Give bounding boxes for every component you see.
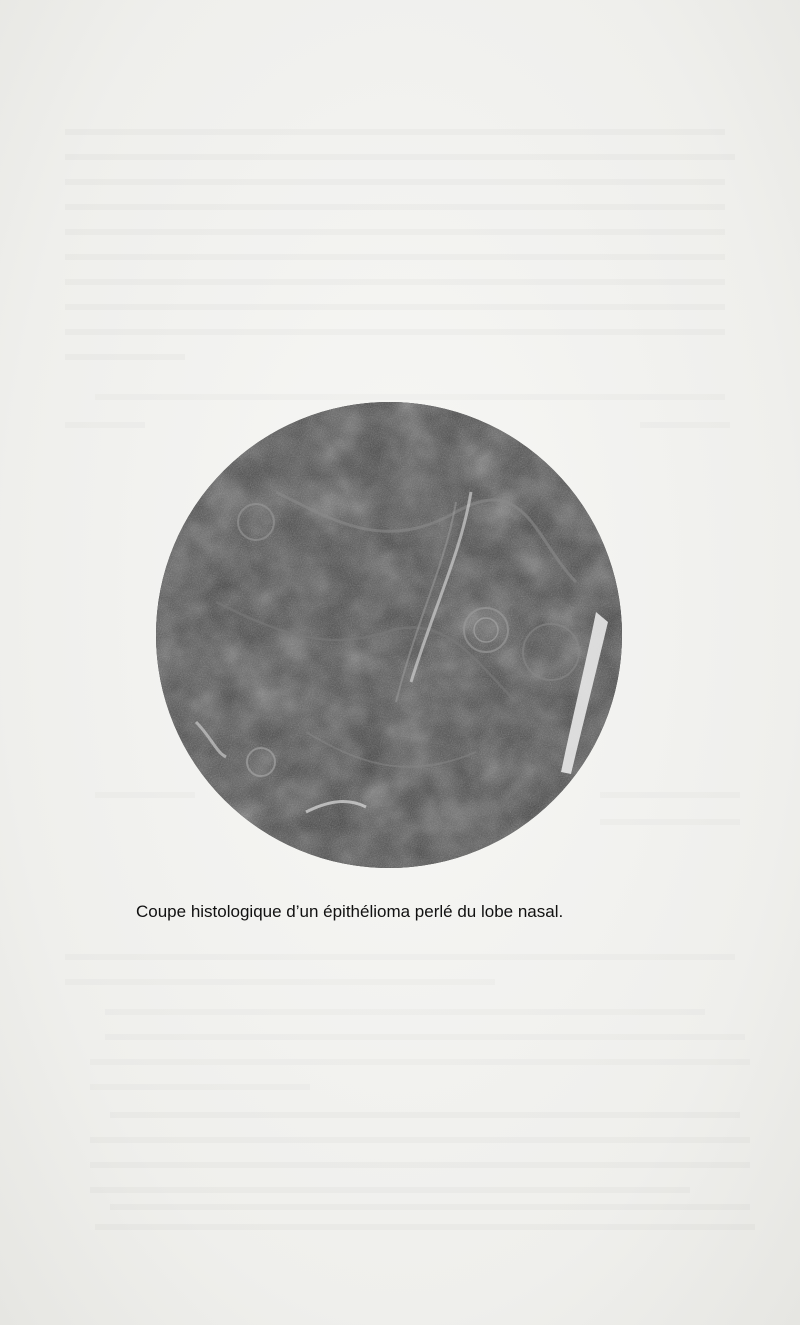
micrograph-texture — [156, 402, 622, 868]
figure-caption: Coupe histologique d’un épithélioma perlé du lobe nasal. — [136, 902, 564, 921]
histology-micrograph-image — [156, 402, 622, 868]
